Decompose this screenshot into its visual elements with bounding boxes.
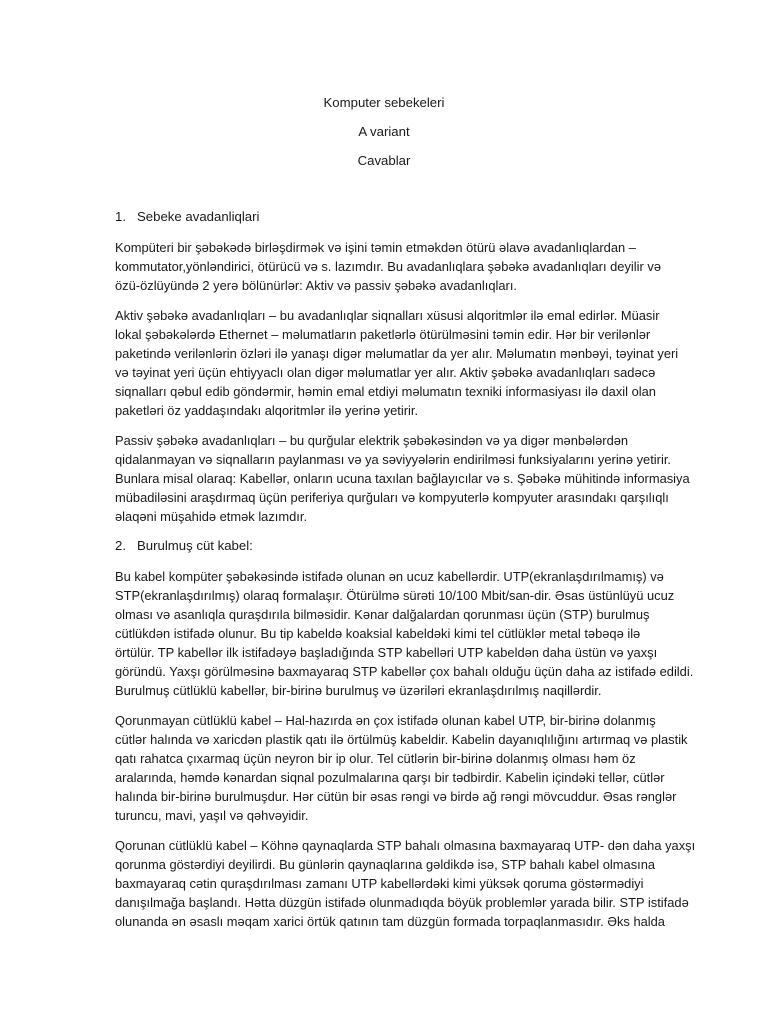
section-heading [115,537,675,555]
document-title: Komputer sebekeleri [323,95,445,110]
paragraph-line: cütlər halında və xaricdən plastik qatı ilə örtülmüş kabeldir. Kabelin dayanıqlılığını artırmaq və plastik [115,732,688,747]
paragraph-line: Aktiv şəbəkə avadanlıqları – bu avadanlıqlar siqnalları xüsusi alqoritmlər ilə emal edirlər. Müasir [115,308,660,323]
paragraph-line: özü-özlüyündə 2 yerə bölünürlər: Aktiv və passiv şəbəkə avadanlıqları. [115,278,517,293]
paragraph [115,238,675,295]
paragraph-line: Passiv şəbəkə avadanlıqları – bu qurğular elektrik şəbəkəsindən və ya digər mənbələrdən [115,433,629,448]
paragraph-line: siqnalları qəbul edib göndərmir, həmin emal etdiyi məlumatın texniki informasiyası ilə daxil olan [115,384,656,399]
paragraph [115,306,679,420]
paragraph-line: halında bir-birinə burulmuşdur. Hər cütün bir əsas rəngi və birdə ağ rəngi mövcuddur. Əsas rənglər [115,789,677,804]
section-number: 2. [115,538,126,553]
paragraph-line: olunanda ən əsaslı məqam xarici örtük qatının tam düzgün formada torpaqlanmasıdır. Əks halda [115,914,665,929]
paragraph-line: mübadiləsini araşdırmaq üçün periferiya qurğuları və kompyuterlə kompyuter arasındakı qarşılıqlı [115,490,669,505]
paragraph-line: baxmayaraq cətin quraşdırılması zamanı UTP kabellərdəki kimi yüksək qoruma göstərmədiyi [115,876,644,891]
paragraph-line: paketləri öz yaddaşındakı alqoritmlər ilə yerinə yetirir. [115,403,419,418]
paragraph-line: olması və asanlıqla quraşdırıla bilməsidir. Kənar dalğalardan qorunması üçün (STP) burulmuş [115,607,650,622]
paragraph-line: lokal şəbəkələrdə Ethernet – məlumatların paketlərlə ötürülməsini təmin edir. Hər bir verilənlər [115,327,651,342]
section-heading-text: Burulmuş cüt kabel: [137,538,253,553]
paragraph [115,567,694,700]
document-subtitle: Cavablar [357,153,411,168]
paragraph-line: Qorunmayan cütlüklü kabel – Hal-hazırda ən çox istifadə olunan kabel UTP, bir-birinə dolanmış [115,713,656,728]
paragraph-line: Kompüteri bir şəbəkədə birləşdirmək və işini təmin etməkdən ötürü əlavə avadanlıqlardan – [115,240,636,255]
paragraph-line: Bunlara misal olaraq: Kabellər, onların ucuna taxılan bağlayıcılar və s. Şəbəkə mühitində informasiya [115,471,690,486]
paragraph-line: turuncu, mavi, yaşıl və qəhvəyidir. [115,808,309,823]
document-body [115,208,696,942]
paragraph-line: kommutator,yönləndirici, ötürücü və s. lazımdır. Bu avadanlıqlara şəbəkə avadanlıqları deyilir və [115,259,661,274]
paragraph-line: danışılmağa başlandı. Hətta düzgün istifadə olunmadıqda böyük problemlər yarada bilir. STP istifadə [115,895,689,910]
section-number: 1. [115,209,126,224]
paragraph-line: Bu kabel kompüter şəbəkəsində istifadə olunan ən ucuz kabellərdir. UTP(ekranlaşdırılmamış) və [115,569,664,584]
paragraph-line: qidalanmayan və siqnalların paylanması və ya səviyyələrin endirilməsi funksiyalarını yerinə yetirir. [115,452,671,467]
paragraph [115,836,696,931]
paragraph-line: qatı rahatca çıxarmaq üçün neyron bir ip olur. Tel cütlərin bir-birinə dolanmış olması həm öz [115,751,636,766]
paragraph [115,711,688,825]
section-heading-text: Sebeke avadanliqlari [137,209,260,224]
paragraph-line: əlaqəni müşahidə etmək lazımdır. [115,509,308,524]
paragraph-line: göründü. Yaxşı görülməsinə baxmayaraq STP kabellər çox bahalı olduğu üçün daha az istifadə edildi. [115,664,694,679]
paragraph-line: STP(ekranlaşdırılmış) olaraq formalaşır. Ötürülmə sürəti 10/100 Mbit/san-dir. Əsas üstünlüyü ucuz [115,588,675,603]
document-variant: A variant [358,124,410,139]
paragraph [115,431,690,526]
paragraph-line: cütlükdən istifadə olunur. Bu tip kabeldə koaksial kabeldəki kimi tel cütlüklər metal təbəqə ilə [115,626,641,641]
paragraph-line: Burulmuş cütlüklü kabellər, bir-birinə burulmuş və üzəriləri ekranlaşdırılmış naqillərdir. [115,683,602,698]
paragraph-line: paketində verilənlərin özləri ilə yanaşı digər məlumatlar da yer alır. Məlumatın mənbəyi, təyinat yeri [115,346,679,361]
paragraph-line: Qorunan cütlüklü kabel – Köhnə qaynaqlarda STP bahalı olmasına baxmayaraq UTP- dən daha yaxşı [115,838,696,853]
section-heading [115,208,675,226]
paragraph-line: qorunma göstərdiyi deyilirdi. Bu günlərin qaynaqlarına gəldikdə isə, STP bahalı kabel olmasına [115,857,656,872]
paragraph-line: örtülür. TP kabellər ilk istifadəyə başladığında STP kabelləri UTP kabeldən daha üstün və yaxşı [115,645,658,660]
paragraph-line: və təyinat yeri üçün ehtiyyaclı olan digər məlumatlar yer alır. Aktiv şəbəkə avadanlıqları sadəcə [115,365,656,380]
paragraph-line: aralarında, həmdə kənardan siqnal pozulmalarına qarşı bir tədbirdir. Kabelin içindəki tellər, cütlər [115,770,665,785]
